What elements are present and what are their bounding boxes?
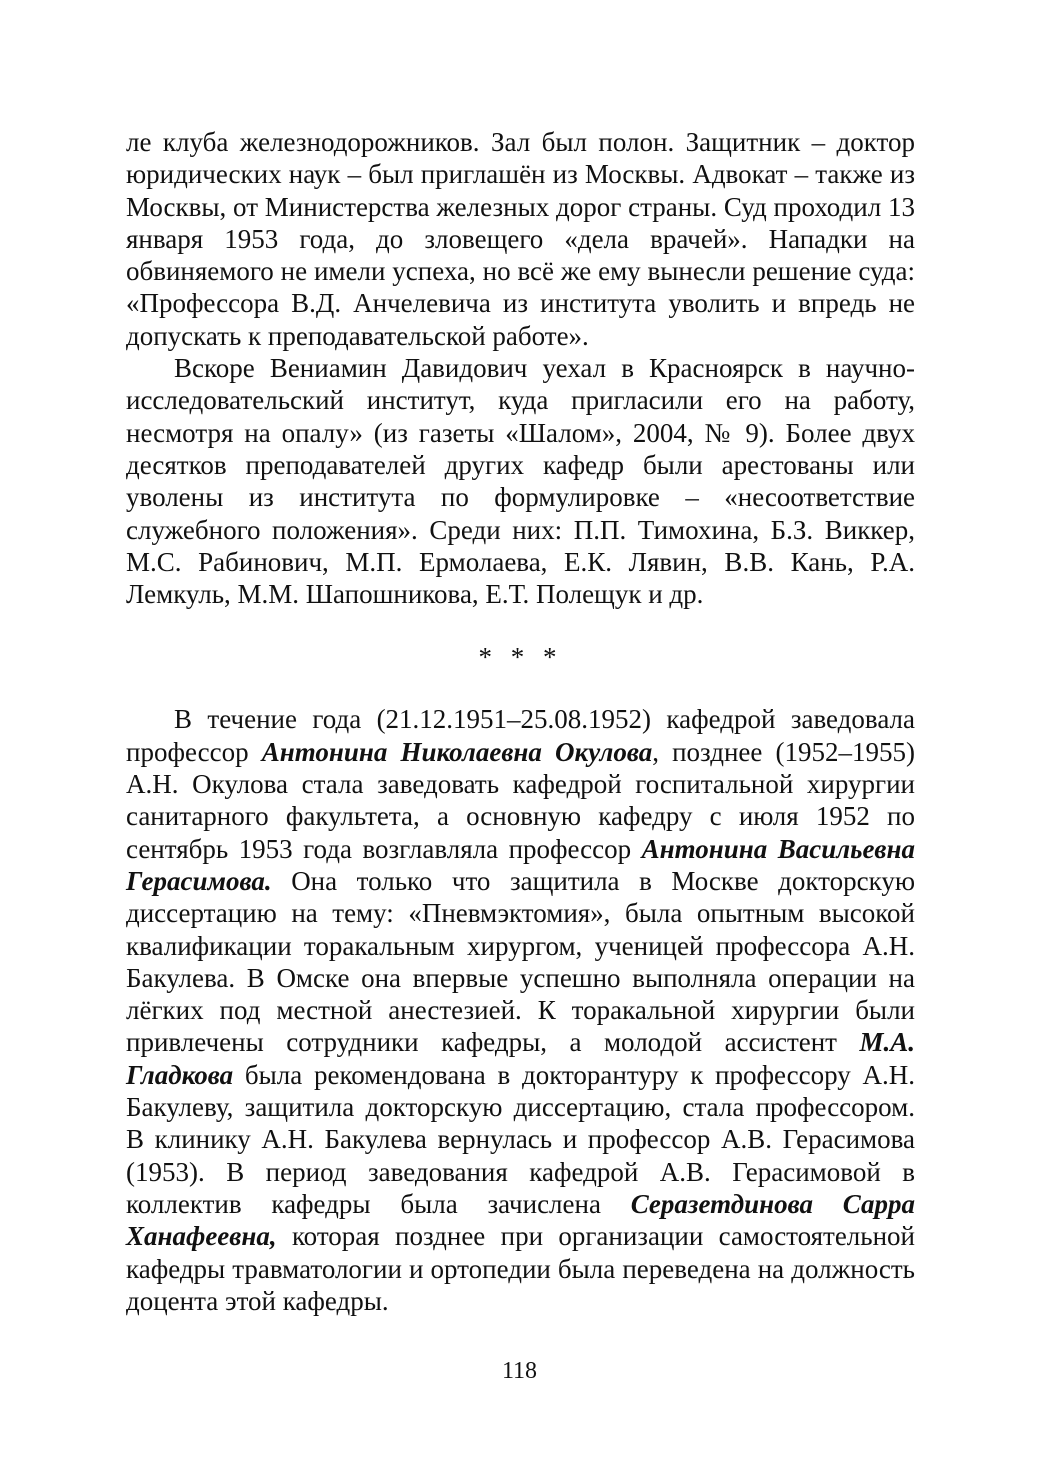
paragraph-1-text: ле клуба железнодорожников. Зал был полон. Защитник – доктор юридических наук – был приглашён из Москвы. Адвокат – также из Москвы, от Министерства железных дорог страны. Суд проходил 13 января 1953 года, до зловещего «дела врачей». Нападки на обвиняемого не имели успеха, но всё же ему вынесли решение суда: «Профессора В.Д. Анчелевича из института уволить и впредь не допускать к преподавательской работе».	[126, 127, 915, 351]
section-separator: * * *	[478, 642, 563, 673]
body-text	[126, 126, 915, 1317]
paragraph-2	[126, 352, 915, 610]
paragraph-3-text-4: была рекомендована в докторантуру к профессору А.Н. Бакулеву, защитила докторскую диссертацию, стала профессором. В клинику А.Н. Бакулева вернулась и профессор А.В. Герасимова (1953). В период заведования кафедрой А.В. Герасимовой в коллектив кафедры была зачислена	[126, 1059, 915, 1219]
paragraph-3-text-1: В течение года (21.12.1951–25.08.1952) кафедрой заведовала профессор	[126, 704, 915, 767]
person-name-okulova: Антонина Николаевна Окулова	[261, 736, 653, 767]
paragraph-3-text-3: Она только что защитила в Москве докторскую диссертацию на тему: «Пневмэктомия», была опытным высокой квалификации торакальным хирургом, ученицей профессора А.Н. Бакулева. В Омске она впервые успешно выполняла операции на лёгких под местной анестезией. К торакальной хирургии были привлечены сотрудники кафедры, а молодой ассистент	[126, 865, 915, 1058]
page-number: 118	[501, 1358, 538, 1384]
paragraph-2-text: Вскоре Вениамин Давидович уехал в Красноярск в научно-исследовательский институт, куда пригласили его на работу, несмотря на опалу» (из газеты «Шалом», 2004, № 9). Более двух десятков преподавателей других кафедр были арестованы или уволены из института по формулировке – «несоответствие служебного положения». Среди них: П.П. Тимохина, Б.З. Виккер, М.С. Рабинович, М.П. Ермолаева, Е.К. Лявин, В.В. Кань, Р.А. Лемкуль, М.М. Шапошникова, Е.Т. Полещук и др.	[126, 353, 915, 610]
paragraph-3	[126, 703, 915, 1317]
paragraph-1	[126, 126, 915, 352]
person-name-serazetdinova: Серазетдинова Сарра Ханафеевна,	[126, 1188, 915, 1252]
person-name-gerasimova: Антонина Васильевна Герасимова.	[126, 833, 915, 896]
person-name-gladkova: М.А. Гладкова	[126, 1027, 915, 1090]
paragraph-3-text-5: которая позднее при организации самостоятельной кафедры травматологии и ортопедии была переведена на должность доцента этой кафедры.	[126, 1221, 915, 1316]
paragraph-3-text-2: , позднее (1952–1955) А.Н. Окулова стала заведовать кафедрой госпитальной хирургии санитарного факультета, а основную кафедру с июля 1952 по сентябрь 1953 года возглавляла профессор	[126, 736, 916, 864]
